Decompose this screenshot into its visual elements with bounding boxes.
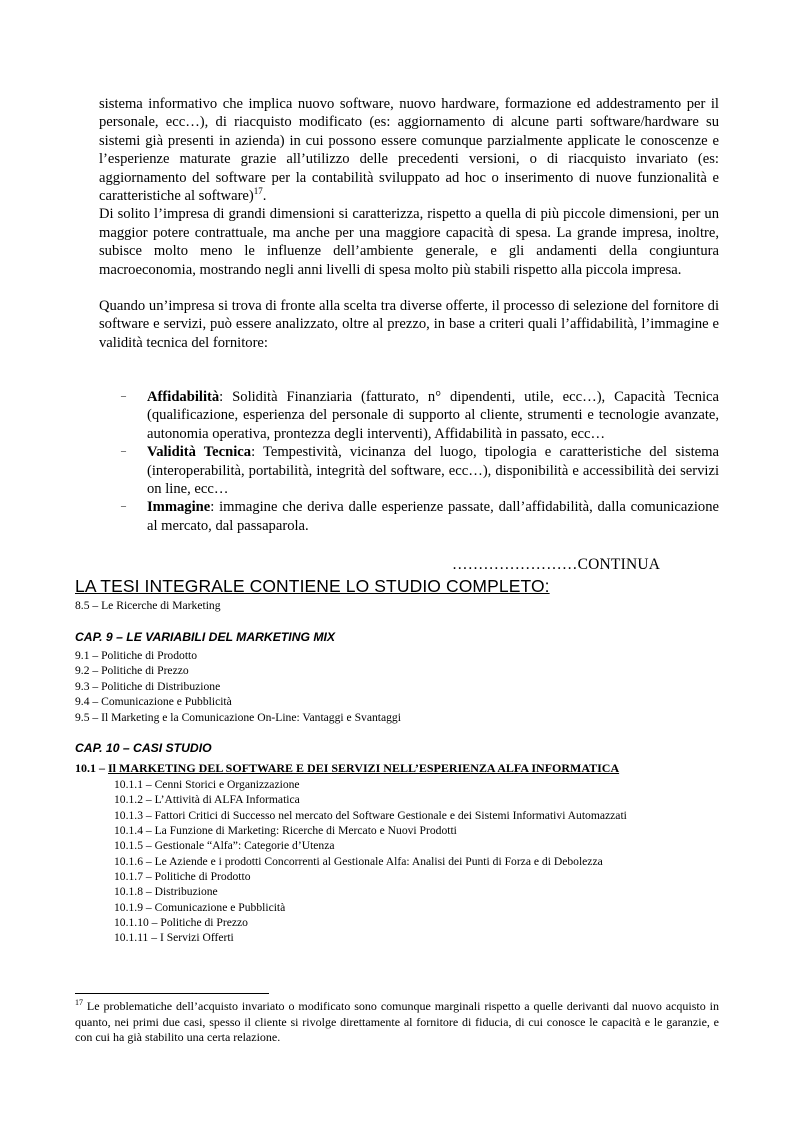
toc-item-8-5: 8.5 – Le Ricerche di Marketing	[75, 599, 221, 612]
criterion-term: Immagine	[147, 499, 211, 516]
toc-item: 10.1.4 – La Funzione di Marketing: Ricerche di Mercato e Nuovi Prodotti	[114, 824, 457, 838]
toc-item: 10.1.2 – L’Attività di ALFA Informatica	[114, 793, 300, 807]
criterion-text: : Solidità Finanziaria (fatturato, n° dipendenti, utile, ecc…), Capacità Tecnica (qualificazione, esperienza del personale di supporto al cliente, strumenti e tecnologie avanzate, autonomia operativa, prontezza degli interventi), Affidabilità in passato, ecc…	[147, 389, 719, 442]
toc-item: 9.3 – Politiche di Distribuzione	[75, 679, 221, 693]
chapter-10-title: CAP. 10 – CASI STUDIO	[75, 741, 212, 755]
criterion-text: : Tempestività, vicinanza del luogo, tipologia e caratteristiche del sistema (interoperabilità, portabilità, integrità del software, ecc…), disponibilità e accessibilità dei servizi on line, ecc…	[147, 444, 719, 498]
toc-item: 10.1.3 – Fattori Critici di Successo nel mercato del Software Gestionale e dei Sistemi Informativi Automazzati	[114, 808, 627, 822]
toc-item: 10.1.11 – I Servizi Offerti	[114, 931, 234, 945]
toc-item: 10.1.9 – Comunicazione e Pubblicità	[114, 900, 286, 914]
list-item	[99, 388, 719, 443]
criterion-text: : immagine che deriva dalle esperienze passate, dall’affidabilità, dalla comunicazione al mercato, dal passaparola.	[147, 499, 719, 534]
toc-item: 10.1.8 – Distribuzione	[114, 885, 218, 899]
supplier-criteria-list	[99, 388, 719, 535]
toc-item: 9.2 – Politiche di Prezzo	[75, 664, 189, 678]
footnote-reference[interactable]: 17	[253, 186, 263, 197]
paragraph-large-firms: Di solito l’impresa di grandi dimensioni si caratterizza, rispetto a quella di più piccole dimensioni, per un maggior potere contrattuale, ma anche per una maggiore capacità di spesa. La grande impresa, inoltre, subisce molto meno le influenze dell’ambiente generale, e gli andamenti della congiuntura macroeconomia, mostrando negli anni livelli di spesa molto più stabili rispetto alla piccola impresa.	[99, 206, 719, 278]
bullet-dash: –	[121, 446, 126, 458]
section-10-1-heading: 10.1 – Il MARKETING DEL SOFTWARE E DEI SERVIZI NELL’ESPERIENZA ALFA INFORMATICA	[75, 761, 620, 775]
toc-item: 10.1.7 – Politiche di Prodotto	[114, 870, 251, 884]
criterion-term: Validità Tecnica	[147, 444, 252, 461]
toc-item: 10.1.5 – Gestionale “Alfa”: Categorie d’Utenza	[114, 839, 335, 853]
toc-item: 10.1.6 – Le Aziende e i prodotti Concorrenti al Gestionale Alfa: Analisi dei Punti di Forza e di Debolezza	[114, 854, 603, 868]
toc-item: 9.5 – Il Marketing e la Comunicazione On-Line: Vantaggi e Svantaggi	[75, 710, 401, 724]
body-text	[99, 95, 719, 352]
full-thesis-heading: LA TESI INTEGRALE CONTIENE LO STUDIO COMPLETO:	[75, 576, 550, 596]
criterion-term: Affidabilità	[147, 389, 220, 405]
paragraph-supplier-selection: Quando un’impresa si trova di fronte alla scelta tra diverse offerte, il processo di selezione del fornitore di software e servizi, può essere analizzato, oltre al prezzo, in base a criteri quali l’affidabilità, l’immagine e validità tecnica del fornitore:	[99, 298, 719, 351]
toc-item: 9.4 – Comunicazione e Pubblicità	[75, 695, 232, 709]
footnote	[75, 999, 719, 1046]
bullet-dash: –	[121, 501, 126, 513]
footnote-number: 17	[75, 998, 83, 1007]
chapter-9-title: CAP. 9 – LE VARIABILI DEL MARKETING MIX	[75, 630, 336, 644]
bullet-dash: –	[121, 391, 126, 402]
continua-marker: ……………………CONTINUA	[452, 556, 661, 573]
toc-item: 10.1.10 – Politiche di Prezzo	[114, 916, 248, 930]
footnote-text: Le problematiche dell’acquisto invariato o modificato sono comunque marginali rispetto a quelle derivanti dal nuovo acquisto in quanto, nei primi due casi, spesso il cliente si rivolge direttamente al fornitore di fiducia, di cui conosce le capacità e le garanzie, e con cui ha già stabilito una certa relazione.	[75, 999, 719, 1045]
chapter-9-list	[75, 648, 401, 725]
toc-item: 9.1 – Politiche di Prodotto	[75, 649, 198, 662]
section-10-1-list	[114, 777, 627, 946]
footnote-divider	[75, 993, 269, 994]
list-item	[99, 443, 719, 498]
paragraph-purchase-types: sistema informativo che implica nuovo software, nuovo hardware, formazione ed addestramento per il personale, ecc…), di riacquisto modificato (es: aggiornamento di alcune parti software/hardware su sistemi già presenti in azienda) in cui possono essere comunque parzialmente applicate le conoscenze e l’esperienze maturate grazie all’utilizzo delle precedenti versioni, o di riacquisto invariato (es: aggiornamento del software per la contabilità sviluppato ad hoc o inserimento di nuove funzionalità e caratteristiche al software)$^{17}$.	[99, 96, 719, 205]
toc-item: 10.1.1 – Cenni Storici e Organizzazione	[114, 778, 300, 791]
list-item	[99, 498, 719, 535]
